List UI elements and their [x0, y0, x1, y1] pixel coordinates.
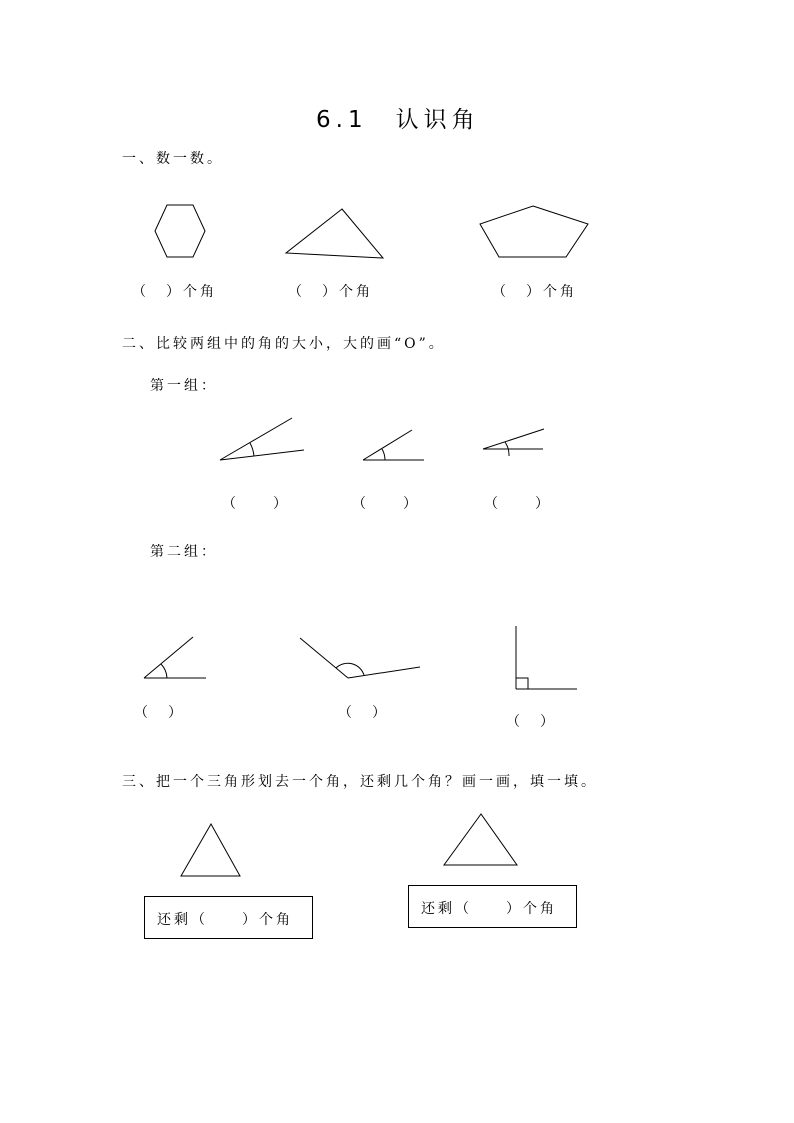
section3-triangle-right [444, 814, 517, 865]
hexagon-shape [155, 205, 205, 257]
group1-angle-2 [363, 430, 424, 460]
group2-answer-2: （ ） [338, 705, 389, 721]
group1-label: 第一组： [150, 378, 218, 394]
section1-answer-hexagon: （ ）个角 [132, 284, 217, 300]
section2-heading: 二、比较两组中的角的大小，大的画“O”。 [122, 336, 446, 352]
triangle-shape [286, 209, 383, 258]
page-title: 6.1 认识角 [316, 107, 480, 133]
group1-answer-2: （ ） [352, 496, 420, 512]
group2-label: 第二组： [150, 544, 218, 560]
group2-answer-3: （ ） [506, 714, 557, 730]
group1-angle-1 [220, 418, 304, 460]
section1-answer-triangle: （ ）个角 [288, 284, 373, 300]
group2-answer-1: （ ） [134, 705, 185, 721]
group2-angle-1 [144, 637, 206, 678]
group2-angle-3-right [516, 626, 577, 689]
group1-angle-3 [483, 429, 544, 456]
group1-answer-3: （ ） [484, 496, 552, 512]
section1-heading: 一、数一数。 [122, 151, 224, 167]
group2-angle-2 [300, 638, 420, 678]
group1-answer-1: （ ） [222, 496, 290, 512]
section3-heading: 三、把一个三角形划去一个角，还剩几个角？画一画，填一填。 [122, 774, 598, 790]
answer-box-right-text: 还剩（ ）个角 [421, 901, 557, 917]
section3-triangle-left [181, 824, 240, 876]
answer-box-left-text: 还剩（ ）个角 [157, 912, 293, 928]
section1-answer-pentagon: （ ）个角 [492, 284, 577, 300]
pentagon-shape [480, 206, 588, 257]
